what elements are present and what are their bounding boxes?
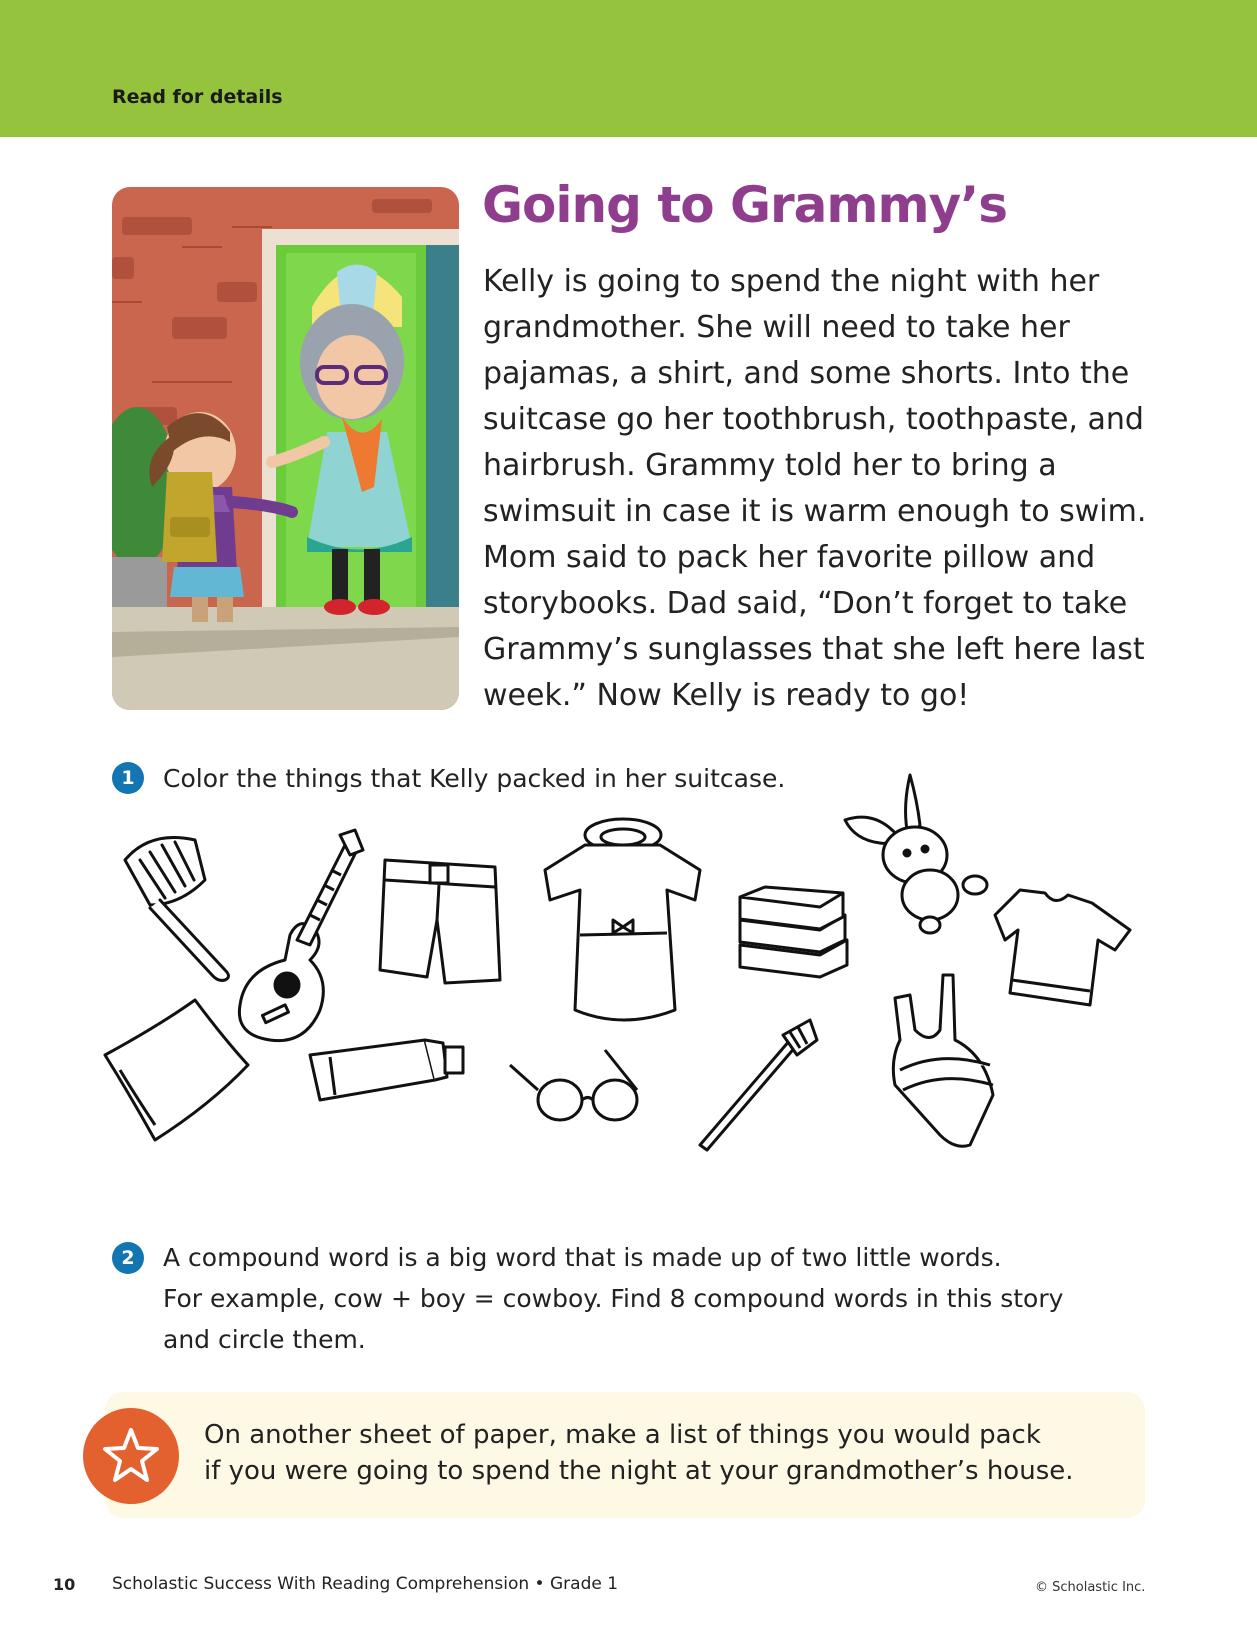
page-number: 10 bbox=[53, 1575, 76, 1594]
story-line: grandmother. She will need to take her bbox=[483, 310, 1070, 345]
sunglasses-icon[interactable] bbox=[505, 1045, 650, 1130]
nightgown-icon[interactable] bbox=[535, 815, 710, 1050]
callout-line: On another sheet of paper, make a list of things you would pack bbox=[204, 1420, 1041, 1450]
bunny-icon[interactable] bbox=[835, 775, 985, 935]
book-title: Scholastic Success With Reading Comprehension • Grade 1 bbox=[112, 1574, 619, 1594]
callout-line: if you were going to spend the night at your grandmother’s house. bbox=[204, 1456, 1074, 1486]
star-badge bbox=[83, 1408, 179, 1504]
copyright: © Scholastic Inc. bbox=[1035, 1580, 1146, 1595]
story-line: Mom said to pack her favorite pillow and bbox=[483, 540, 1096, 575]
hairbrush-icon[interactable] bbox=[120, 830, 240, 980]
section-label: Read for details bbox=[112, 86, 283, 108]
guitar-icon[interactable] bbox=[235, 830, 365, 1045]
grammy-door-illustration bbox=[112, 187, 459, 710]
question-2-line: For example, cow + boy = cowboy. Find 8 compound words in this story bbox=[163, 1284, 1064, 1313]
toothpaste-icon[interactable] bbox=[305, 1035, 465, 1105]
pillow-icon[interactable] bbox=[100, 995, 250, 1145]
books-icon[interactable] bbox=[735, 885, 850, 980]
story-line: Grammy’s sunglasses that she left here last bbox=[483, 632, 1145, 667]
coloring-items bbox=[95, 795, 1175, 1195]
story-title: Going to Grammy’s bbox=[482, 176, 1007, 234]
question-2-line: A compound word is a big word that is made up of two little words. bbox=[163, 1243, 1002, 1272]
story-line: Kelly is going to spend the night with her bbox=[483, 264, 1100, 299]
question-1-badge: 1 bbox=[112, 762, 144, 794]
question-2-badge: 2 bbox=[112, 1242, 144, 1274]
callout-text bbox=[204, 1417, 1074, 1489]
story-line: suitcase go her toothbrush, toothpaste, and bbox=[483, 402, 1144, 437]
swimsuit-icon[interactable] bbox=[885, 970, 1005, 1155]
question-2-line: and circle them. bbox=[163, 1325, 366, 1354]
story-line: storybooks. Dad said, “Don’t forget to take bbox=[483, 586, 1128, 621]
shirt-icon[interactable] bbox=[990, 885, 1135, 1010]
story-passage bbox=[483, 259, 1163, 719]
toothbrush-icon[interactable] bbox=[695, 1020, 820, 1155]
story-line: pajamas, a shirt, and some shorts. Into the bbox=[483, 356, 1130, 391]
question-1-text: Color the things that Kelly packed in her suitcase. bbox=[163, 764, 786, 793]
star-icon bbox=[101, 1426, 161, 1486]
story-line: swimsuit in case it is warm enough to swim. bbox=[483, 494, 1147, 529]
story-illustration bbox=[112, 187, 459, 710]
shorts-icon[interactable] bbox=[375, 855, 505, 990]
header-band bbox=[0, 0, 1257, 137]
story-line: hairbrush. Grammy told her to bring a bbox=[483, 448, 1057, 483]
story-line: week.” Now Kelly is ready to go! bbox=[483, 678, 970, 713]
